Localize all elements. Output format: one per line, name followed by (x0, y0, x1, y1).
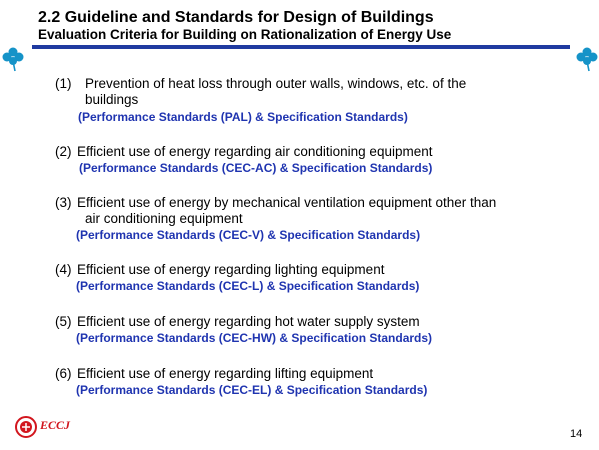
list-item (55, 76, 466, 108)
item-text: Efficient use of energy regarding air conditioning equipment (77, 144, 433, 159)
standards-label: (Performance Standards (CEC-HW) & Specification Standards) (76, 331, 433, 345)
item-text: Prevention of heat loss through outer walls, windows, etc. of the (85, 76, 467, 91)
item-text: Efficient use of energy regarding lifting equipment (77, 366, 374, 381)
item-number: (3) (55, 195, 72, 210)
title-underline (32, 45, 570, 49)
standards-label: (Performance Standards (CEC-AC) & Specification Standards) (79, 161, 433, 175)
item-text: Efficient use of energy regarding hot water supply system (77, 314, 420, 329)
list-item (55, 366, 373, 382)
slide-subtitle: Evaluation Criteria for Building on Rationalization of Energy Use (38, 27, 452, 42)
list-item (55, 262, 384, 278)
item-text: Efficient use of energy regarding lighting equipment (77, 262, 385, 277)
item-number: (1) (55, 76, 72, 91)
clover-icon (2, 46, 24, 72)
slide-title: 2.2 Guideline and Standards for Design of Buildings (38, 9, 434, 26)
standards-label: (Performance Standards (CEC-EL) & Specification Standards) (76, 383, 428, 397)
standards-label: (Performance Standards (PAL) & Specification Standards) (78, 110, 408, 124)
list-item (55, 144, 432, 160)
item-text-continued: air conditioning equipment (85, 211, 243, 226)
logo-text: ECCJ (40, 418, 71, 432)
item-text: Efficient use of energy by mechanical ventilation equipment other than (77, 195, 497, 210)
list-item (55, 195, 496, 227)
page-number: 14 (570, 428, 583, 440)
standards-label: (Performance Standards (CEC-V) & Specification Standards) (76, 228, 421, 242)
item-number: (2) (55, 144, 72, 159)
clover-icon (576, 46, 598, 72)
item-number: (5) (55, 314, 72, 329)
list-item (55, 314, 420, 330)
standards-label: (Performance Standards (CEC-L) & Specification Standards) (76, 279, 420, 293)
item-number: (4) (55, 262, 72, 277)
item-text-continued: buildings (85, 92, 139, 107)
item-number: (6) (55, 366, 72, 381)
